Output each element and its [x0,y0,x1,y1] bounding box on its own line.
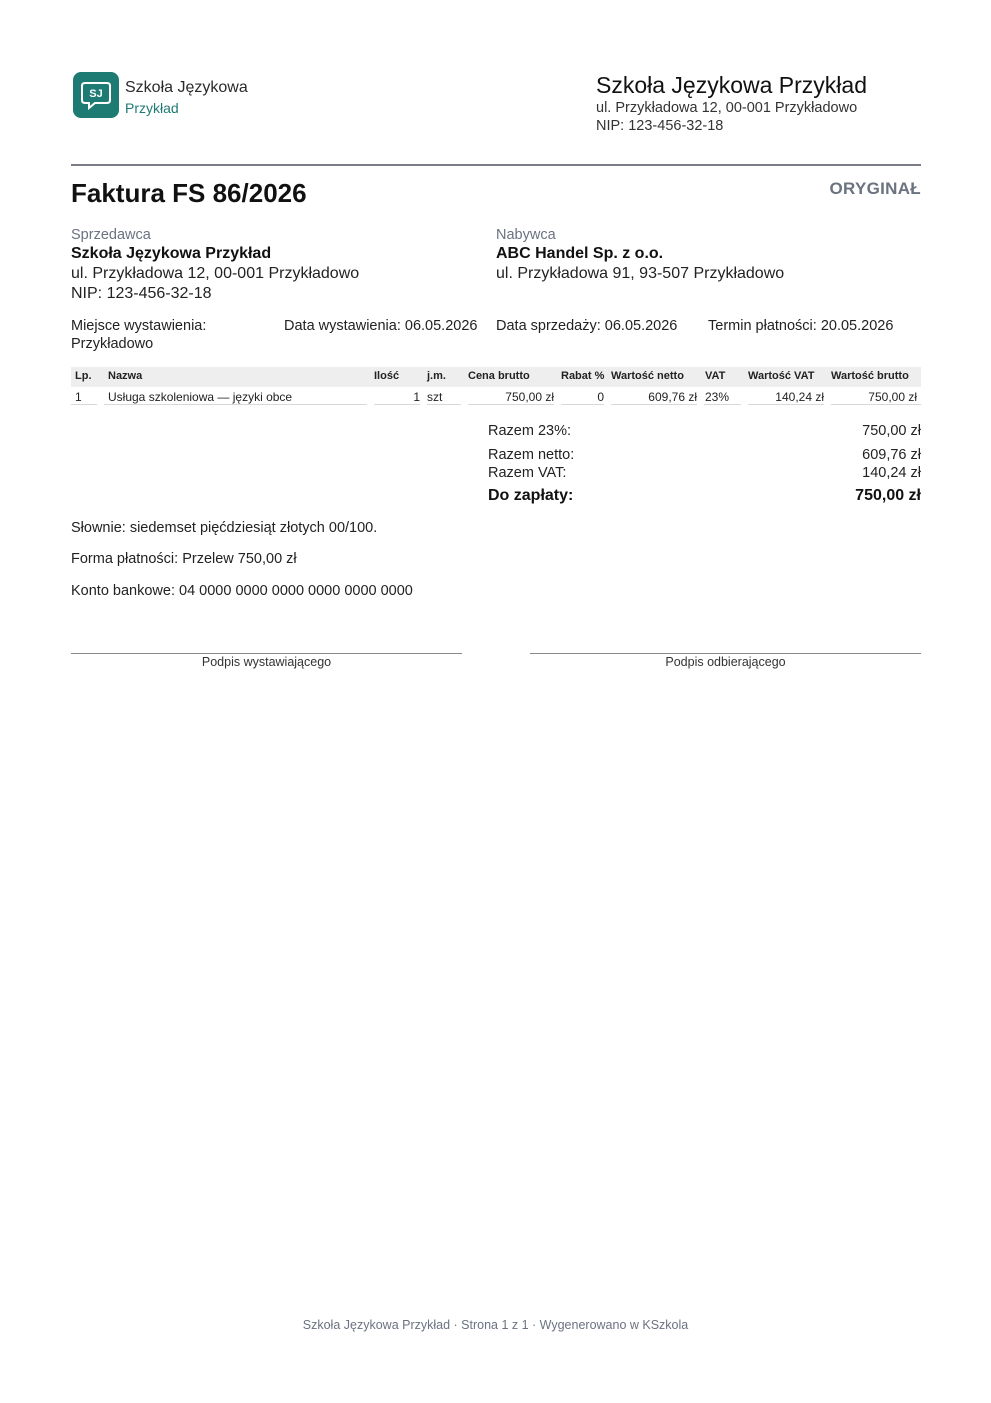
total-net-label: Razem netto: [488,447,575,463]
th-unit: j.m. [427,370,446,382]
receiver-signature-line [530,653,921,654]
total-rate-value: 750,00 zł [862,423,921,439]
td-gross-price: 750,00 zł [505,390,554,404]
amount-due-value: 750,00 zł [855,487,921,504]
td-vat: 23% [705,390,730,404]
amount-due-label: Do zapłaty: [488,487,574,504]
cell-underline [468,404,554,405]
copy-label: ORYGINAŁ [829,179,921,198]
invoice-title: Faktura FS 86/2026 [71,178,307,208]
place-value: Przykładowo [71,336,154,352]
seller-nip: NIP: 123-456-32-18 [71,285,212,302]
cell-underline [374,404,420,405]
total-rate-label: Razem 23%: [488,423,572,439]
th-vat-value: Wartość VAT [748,370,815,382]
th-vat: VAT [705,370,726,382]
speech-bubble-icon [73,72,119,118]
th-gross-value: Wartość brutto [831,370,909,382]
buyer-name: ABC Handel Sp. z o.o. [496,245,664,262]
cell-underline [748,404,824,405]
td-discount: 0 [597,390,604,404]
cell-underline [704,404,741,405]
th-gross-price: Cena brutto [468,370,530,382]
company-name: Szkoła Językowa Przykład [596,72,867,98]
cell-underline [104,404,367,405]
issue-date: Data wystawienia: 06.05.2026 [284,318,478,334]
company-nip: NIP: 123-456-32-18 [596,118,724,134]
logo-name: Szkoła Językowa [125,79,248,96]
td-vat-value: 140,24 zł [775,390,824,404]
td-unit: szt [427,390,443,404]
th-name: Nazwa [108,370,143,382]
td-name: Usługa szkoleniowa — języki obce [108,390,293,404]
issuer-signature-label: Podpis wystawiającego [201,655,332,669]
amount-in-words: Słownie: siedemset pięćdziesiąt złotych 00/100. [71,520,378,536]
payment-method: Forma płatności: Przelew 750,00 zł [71,551,297,567]
seller-label: Sprzedawca [71,227,151,243]
th-lp: Lp. [75,370,92,382]
cell-underline [71,404,97,405]
total-vat-label: Razem VAT: [488,465,567,481]
logo-badge [73,72,119,118]
due-date: Termin płatności: 20.05.2026 [708,318,894,334]
cell-underline [831,404,921,405]
cell-underline [561,404,604,405]
th-net-value: Wartość netto [611,370,684,382]
company-address: ul. Przykładowa 12, 00-001 Przykładowo [596,100,858,116]
td-qty: 1 [413,390,420,404]
cell-underline [611,404,697,405]
td-lp: 1 [75,390,82,404]
bank-account: Konto bankowe: 04 0000 0000 0000 0000 0000 0000 [71,583,413,599]
place-label: Miejsce wystawienia: [71,318,207,334]
logo-initials: SJ [89,88,103,100]
page-footer: Szkoła Językowa Przykład · Strona 1 z 1 · Wygenerowano w KSzkola [302,1318,689,1332]
total-net-value: 609,76 zł [862,447,921,463]
seller-name: Szkoła Językowa Przykład [71,245,272,262]
th-discount: Rabat % [561,370,605,382]
issuer-signature-line [71,653,462,654]
cell-underline [427,404,461,405]
sale-date: Data sprzedaży: 06.05.2026 [496,318,678,334]
logo-subtitle: Przykład [125,100,179,116]
total-vat-value: 140,24 zł [862,465,921,481]
header-divider [71,164,921,166]
td-gross-value: 750,00 zł [868,390,917,404]
buyer-label: Nabywca [496,227,556,243]
seller-address: ul. Przykładowa 12, 00-001 Przykładowo [71,265,360,282]
receiver-signature-label: Podpis odbierającego [665,655,786,669]
th-qty: Ilość [374,370,400,382]
td-net-value: 609,76 zł [648,390,697,404]
buyer-address: ul. Przykładowa 91, 93-507 Przykładowo [496,265,785,282]
